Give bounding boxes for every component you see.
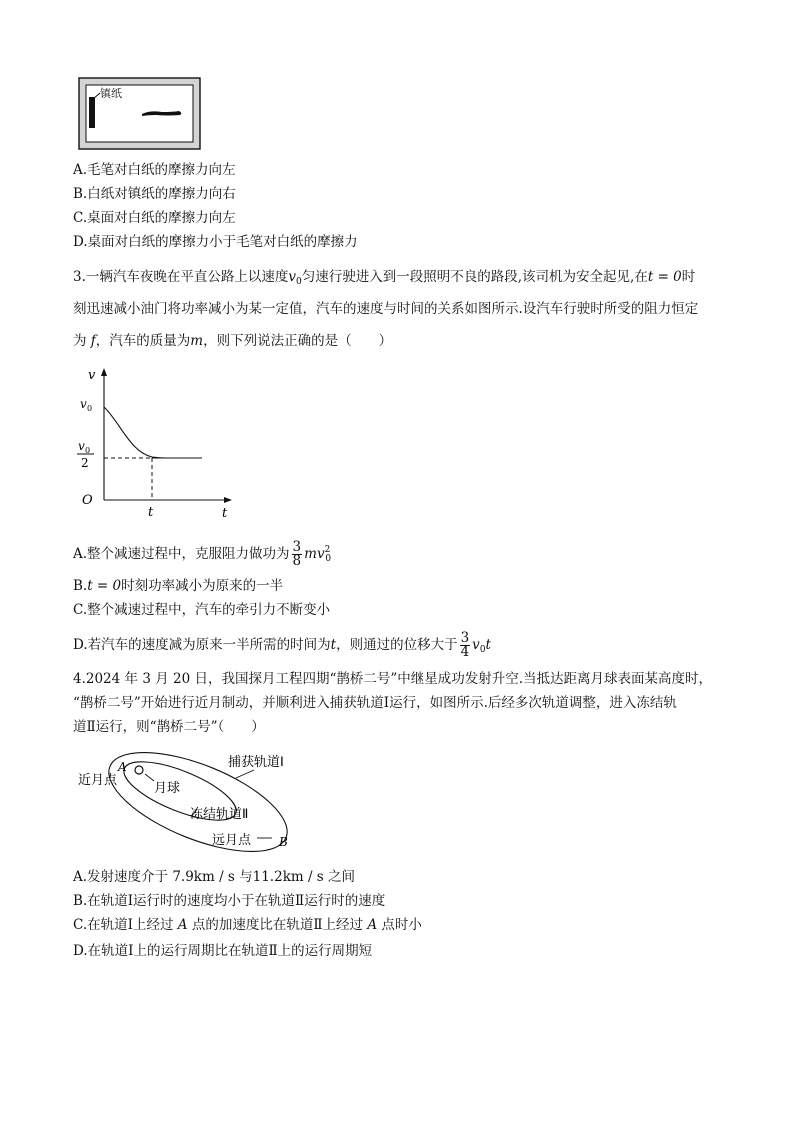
velocity-time-graph bbox=[70, 362, 240, 520]
t-axis-label: t bbox=[222, 506, 228, 520]
origin-label: O bbox=[82, 493, 93, 508]
q4-option-c: C.在轨道Ⅰ上经过 A 点的加速度比在轨道Ⅱ上经过 A 点时小 bbox=[73, 917, 422, 933]
q4-option-b: B.在轨道Ⅰ运行时的速度均小于在轨道Ⅱ运行时的速度 bbox=[73, 893, 386, 909]
q2-option-d: D.桌面对白纸的摩擦力小于毛笔对白纸的摩擦力 bbox=[73, 234, 358, 250]
q4-option-a: A.发射速度介于 7.9km / s 与11.2km / s 之间 bbox=[73, 869, 356, 885]
paperweight-figure bbox=[78, 77, 202, 151]
q2-option-a: A.毛笔对白纸的摩擦力向左 bbox=[73, 162, 236, 178]
label-capture-orbit: 捕获轨道Ⅰ bbox=[228, 754, 284, 769]
q3-option-b: B.t = 0时刻功率减小为原来的一半 bbox=[73, 578, 284, 594]
q3-stem-line3: 为 f，汽车的质量为m，则下列说法正确的是（ ） bbox=[73, 333, 393, 349]
v-axis-label: v bbox=[88, 368, 96, 383]
q4-stem-line1: 4.2024 年 3 月 20 日，我国探月工程四期“鹊桥二号”中继星成功发射升空.当抵达距离月球表面某高度时， bbox=[73, 671, 713, 687]
q3-option-d: D.若汽车的速度减为原来一半所需的时间为t，则通过的位移大于 $\frac{3}{4}$ $v_0t$ bbox=[73, 630, 491, 660]
velocity-curve bbox=[104, 407, 166, 458]
label-far-point: 远月点 bbox=[212, 832, 252, 847]
v0-label: v bbox=[80, 397, 87, 411]
half-v0-num-sub: 0 bbox=[85, 446, 91, 455]
v0-sub: 0 bbox=[87, 404, 93, 413]
q3-stem-line2: 刻迅速减小油门将功率减小为某一定值，汽车的速度与时间的关系如图所示.设汽车行驶时所受的阻力恒定 bbox=[73, 301, 699, 317]
paperweight-label: 镇纸 bbox=[100, 88, 122, 100]
label-moon: 月球 bbox=[154, 780, 181, 795]
half-v0-den: 2 bbox=[81, 456, 89, 470]
t-mark-label: t bbox=[148, 505, 154, 520]
moon bbox=[135, 766, 143, 774]
label-A: A bbox=[118, 760, 127, 774]
label-B: B bbox=[279, 835, 288, 849]
q2-option-c: C.桌面对白纸的摩擦力向左 bbox=[73, 210, 236, 226]
q4-option-d: D.在轨道Ⅰ上的运行周期比在轨道Ⅱ上的运行周期短 bbox=[73, 943, 373, 959]
q2-option-b: B.白纸对镇纸的摩擦力向右 bbox=[73, 186, 236, 202]
fraction-3-8: $\frac{3}{8}$ bbox=[292, 539, 302, 569]
q4-stem-line3: 道Ⅱ运行，则“鹊桥二号”（ ） bbox=[73, 719, 265, 735]
paperweight-bar bbox=[89, 97, 95, 128]
q4-stem-line2: “鹊桥二号”开始进行近月制动，并顺利进入捕获轨道Ⅰ运行，如图所示.后经多次轨道调整，进入冻结轨 bbox=[73, 695, 677, 711]
q3-stem-line1: 3.一辆汽车夜晚在平直公路上以速度$v_0$匀速行驶进入到一段照明不良的路段,该司机为安全起见,在t = 0时 bbox=[73, 269, 696, 287]
label-near-point: 近月点 bbox=[78, 772, 118, 787]
half-v0-num: v bbox=[78, 439, 85, 453]
orbit-diagram bbox=[74, 748, 306, 860]
q3-option-a: A.整个减速过程中，克服阻力做功为 $\frac{3}{8}$ $mv^2_0$ bbox=[73, 539, 332, 569]
fraction-3-4: $\frac{3}{4}$ bbox=[460, 630, 470, 660]
q3-option-c: C.整个减速过程中，汽车的牵引力不断变小 bbox=[73, 602, 331, 618]
label-frozen-orbit: 冻结轨道Ⅱ bbox=[190, 806, 249, 821]
